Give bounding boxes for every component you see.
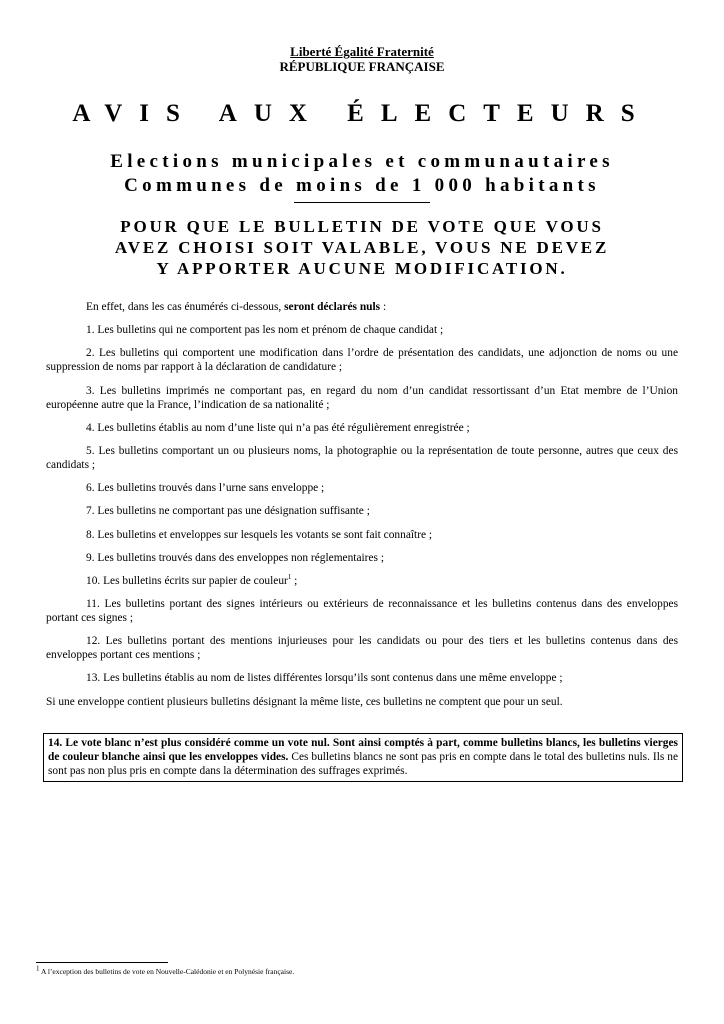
footnote-mark: 1 [36, 964, 40, 973]
rules-body [46, 300, 678, 718]
warning-heading [0, 216, 724, 279]
election-subtitle [0, 150, 724, 198]
notice-bold: 14. Le vote blanc n’est plus considéré comme un vote nul. Sont ainsi comptés à part, comme bulletins blancs, les bulletins vierges de couleur blanche ainsi que les enveloppes vides. [48, 737, 678, 763]
list-item: 13. Les bulletins établis au nom de listes différentes lorsqu’ils sont contenus dans une même enveloppe ; [86, 672, 563, 685]
list-item: 9. Les bulletins trouvés dans des enveloppes non réglementaires ; [86, 551, 384, 564]
divider [294, 202, 430, 203]
intro-end: : [380, 301, 387, 313]
footnote-ref[interactable]: 1 [287, 573, 292, 582]
header [0, 44, 724, 74]
closing-paragraph: Si une enveloppe contient plusieurs bulletins désignant la même liste, ces bulletins ne comptent que pour un seul. [46, 695, 563, 708]
list-item: 1. Les bulletins qui ne comportent pas les nom et prénom de chaque candidat ; [86, 324, 444, 337]
list-item: 8. Les bulletins et enveloppes sur lesquels les votants se sont fait connaître ; [86, 528, 433, 541]
list-item: 3. Les bulletins imprimés ne comportant pas, en regard du nom d’un candidat ressortissant d’un Etat membre de l’Union européenne autre que la France, l’indication de sa nationalité ; [46, 384, 678, 411]
item-10-end: ; [291, 574, 298, 587]
warning-line-1: POUR QUE LE BULLETIN DE VOTE QUE VOUS [120, 217, 604, 236]
list-item: 5. Les bulletins comportant un ou plusieurs noms, la photographie ou la représentation de toute personne, autres que ceux des candidats ; [46, 444, 678, 471]
footnote [36, 964, 676, 977]
warning-line-2: AVEZ CHOISI SOIT VALABLE, VOUS NE DEVEZ [114, 238, 610, 257]
footnote-divider [36, 962, 168, 963]
notice-text: Ces bulletins blancs ne sont pas pris en compte dans le total des bulletins nuls. Ils ne sont pas non plus pris en compte dans la détermination des suffrages exprimés. [48, 751, 679, 777]
intro-text: En effet, dans les cas énumérés ci-dessous, [86, 301, 285, 313]
item-10-text: 10. Les bulletins écrits sur papier de couleur [86, 574, 288, 587]
list-item: 4. Les bulletins établis au nom d’une liste qui n’a pas été régulièrement enregistrée ; [86, 421, 470, 434]
footnote-text: A l’exception des bulletins de vote en Nouvelle-Calédonie et en Polynésie française. [39, 967, 295, 976]
warning-line-3: Y APPORTER AUCUNE MODIFICATION. [156, 259, 568, 278]
list-item [46, 574, 678, 588]
blank-vote-notice [43, 733, 683, 782]
list-item: 12. Les bulletins portant des mentions injurieuses pour les candidats ou pour des tiers et les bulletins contenus dans des enveloppes portant ces mentions ; [46, 635, 678, 662]
intro-bold: seront déclarés nuls [284, 301, 381, 313]
page-title: AVIS AUX ÉLECTEURS [72, 100, 652, 127]
list-item: 11. Les bulletins portant des signes intérieurs ou extérieurs de reconnaissance et les bulletins contenus dans des enveloppes portant ces signes ; [46, 598, 678, 625]
subtitle-line-2: Communes de moins de 1 000 habitants [124, 175, 600, 196]
list-item: 2. Les bulletins qui comportent une modification dans l’ordre de présentation des candidats, une adjonction de noms ou une suppression de noms par rapport à la déclaration de candidature ; [46, 347, 678, 374]
republic-motto: Liberté Égalité Fraternité [290, 44, 434, 59]
list-item: 6. Les bulletins trouvés dans l’urne sans enveloppe ; [86, 482, 325, 495]
intro-paragraph [46, 300, 678, 314]
republic-name: RÉPUBLIQUE FRANÇAISE [279, 59, 445, 74]
subtitle-line-1: Elections municipales et communautaires [110, 151, 614, 172]
list-item: 7. Les bulletins ne comportant pas une désignation suffisante ; [86, 505, 370, 518]
